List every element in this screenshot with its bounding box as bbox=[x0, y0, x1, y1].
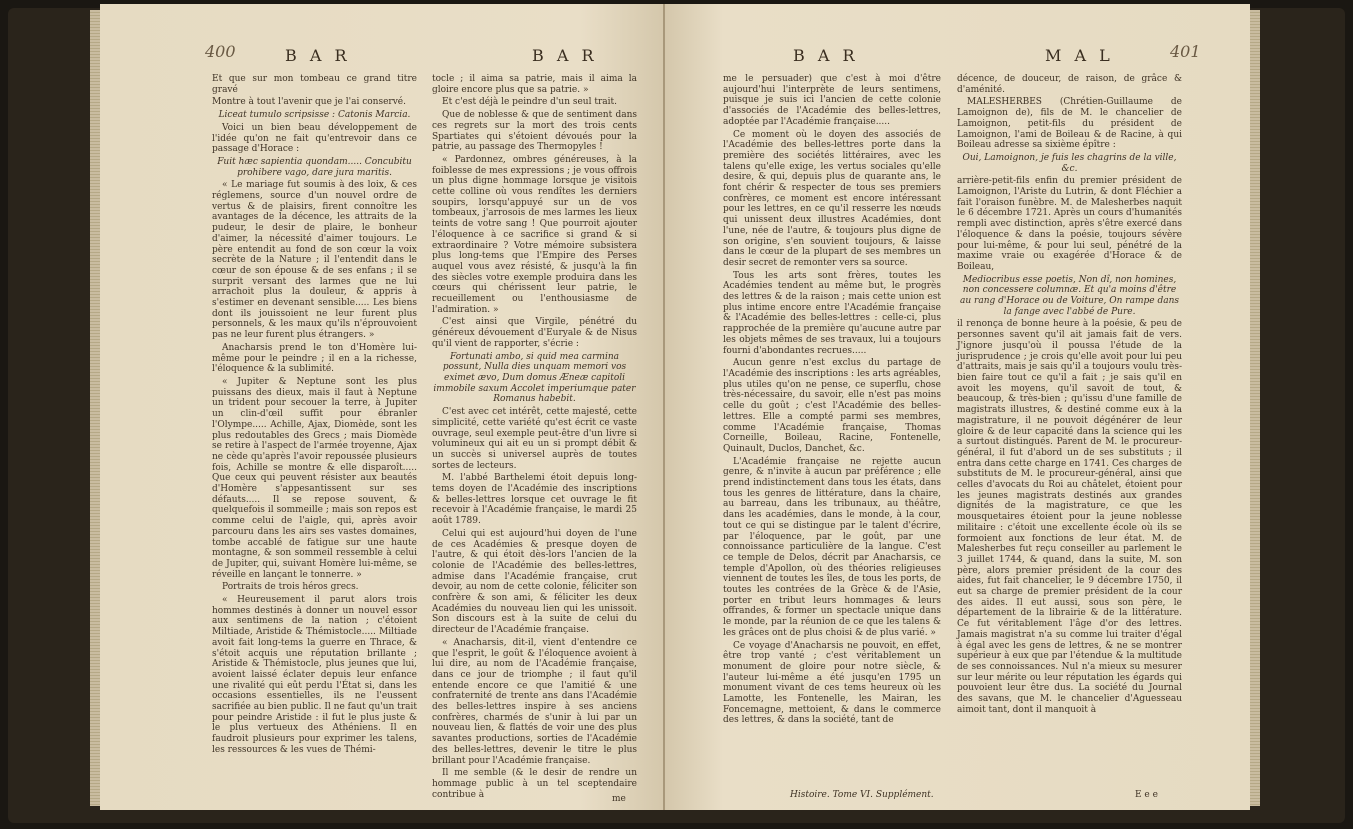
paragraph: « Le mariage fut soumis à des loix, & ces réglemens, source d'un nouvel ordre de vertus & de plaisirs, firent connoître les avantages de la décence, les attraits de la pudeur, le desir de plaire, le bonheur d'aimer, la nécessité d'aimer toujours. Le père entendit au fond de son cœur la voix secrète de la Nature ; il l'entendit dans le cœur de son épouse & de ses enfans ; il se surprit versant des larmes que ne lui arrachoit plus la douleur, & appris à s'estimer en devenant sensible..... Les biens dont ils jouissoient ne leur furent plus personnels, & les maux qu'ils n'éprouvoient pas ne leur furent plus étrangers. » bbox=[212, 180, 417, 341]
paragraph: « Heureusement il parut alors trois hommes destinés à donner un nouvel essor aux sentimens de la nation ; c'étoient Miltiade, Aristide & Thémistocle..... Miltiade avoit fait long-tems la guerre en Thrace, & s'étoit acquis une réputation brillante ; Aristide & Thémistocle, plus jeunes que lui, avoient laissé éclater depuis leur enfance une rivalité qui eût perdu l'État si, dans les occasions essentielles, ils ne l'eussent sacrifiée au bien public. Il ne faut qu'un trait pour peindre Aristide : il fut le plus juste & le plus vertueux des Athéniens. Il en faudroit plusieurs pour exprimer les talens, les ressources & les vues de Thémi- bbox=[212, 595, 417, 755]
paragraph: Oui, Lamoignon, je fuis les chagrins de la ville, &c. bbox=[962, 152, 1177, 174]
left-column-1 bbox=[212, 74, 417, 758]
paragraph: Voici un bien beau développement de l'idée qu'on ne fait qu'entrevoir dans ce passage d'Horace : bbox=[212, 122, 417, 155]
paragraph: « Jupiter & Neptune sont les plus puissans des dieux, mais il faut à Neptune un trident pour secouer la terre, à Jupiter un clin-d'œil suffit pour ébranler l'Olympe..... Achille, Ajax, Diomède, sont les plus redoutables des Grecs ; mais Diomède se retire à l'aspect de l'armée troyenne, Ajax ne cède qu'après l'avoir repoussée plusieurs fois, Achille se montre & elle disparoît..... Que ceux qui peuvent résister aux beautés d'Homère s'appesantissent sur ses défauts..... Il se repose souvent, & quelquefois il sommeille ; mais son repos est comme celui de l'aigle, qui, après avoir parcouru dans les airs ses vastes domaines, tombe accablé de fatigue sur une haute montagne, & son sommeil ressemble à celui de Jupiter, qui, suivant Homère lui-même, se réveille en lançant le tonnerre. » bbox=[212, 376, 417, 580]
running-head-right-1: B A R bbox=[793, 46, 859, 65]
catchword-left: me bbox=[612, 794, 626, 804]
paragraph: Fuit hæc sapientia quondam..... Concubitu prohibere vago, dare jura maritis. bbox=[217, 156, 412, 178]
paragraph: Aucun genre n'est exclus du partage de l'Académie des inscriptions : les arts agréables, plus utiles qu'on ne pense, ce superflu, chose très-nécessaire, du savoir, elle n'est pas moins celle du goût ; c'est l'Académie des belles-lettres. Elle a compté parmi ses membres, comme l'Académie française, Thomas Corneille, Boileau, Racine, Fontenelle, Quinault, Duclos, Danchet, &c. bbox=[723, 358, 941, 454]
right-column-1 bbox=[723, 74, 941, 728]
paragraph: Liceat tumulo scripsisse : Catonis Marcia. bbox=[218, 110, 411, 121]
left-page bbox=[100, 4, 665, 810]
paragraph: C'est avec cet intérêt, cette majesté, cette simplicité, cette variété qu'est écrit ce vaste ouvrage, seul exemple peut-être d'un livre si volumineux qui ait eu un si prompt débit & un succès si universel auprès de toutes sortes de lecteurs. bbox=[432, 407, 637, 471]
signature-mark: E e e bbox=[1135, 790, 1158, 800]
paragraph: Il me semble (& le desir de rendre un hommage public à un tel sceptendaire contribue à bbox=[432, 768, 637, 800]
page-number-left: 400 bbox=[205, 42, 236, 61]
paragraph: Ce moment où le doyen des associés de l'Académie des belles-lettres porte dans la première des sociétés littéraires, avec les talens qu'elle exige, les vertus sociales qu'elle desire, & qui, depuis plus de quarante ans, le font chérir & respecter de tous ses premiers confrères, ce moment est encore intéressant pour les lettres, en ce qu'il resserre les nœuds qui unissent deux illustres Académies, dont l'une, née de l'autre, & toujours plus digne de son origine, s'en souvient toujours, & laisse dans le cœur de la plupart de ses membres un desir secret de remonter vers sa source. bbox=[723, 129, 941, 268]
running-head-left-2: B A R bbox=[532, 46, 598, 65]
left-column-2 bbox=[432, 74, 637, 802]
paragraph: Fortunati ambo, si quid mea carmina possunt, Nulla dies unquam memori vos eximet ævo, Dum domus Æneæ capitoli immobile saxum Accolet imperiumque pater Romanus habebit. bbox=[433, 351, 636, 405]
paragraph: Que de noblesse & que de sentiment dans ces regrets sur la mort des trois cents Spartiates qui s'étoient dévoués pour la patrie, au passage des Thermopyles ! bbox=[432, 110, 637, 153]
paragraph: M. l'abbé Barthelemi étoit depuis long-tems doyen de l'Académie des inscriptions & belles-lettres lorsque cet ouvrage le fit recevoir à l'Académie française, le mardi 25 août 1789. bbox=[432, 473, 637, 527]
paragraph: « Anacharsis, dit-il, vient d'entendre ce que l'esprit, le goût & l'éloquence avoient à lui dire, au nom de l'Académie française, dans ce jour de triomphe ; il faut qu'il entende encore ce que l'amitié & une confraternité de trente ans dans l'Académie des belles-lettres inspire à ses anciens confrères, charmés de s'unir à lui par un nouveau lien, & flattés de voir une des plus savantes productions, sorties de l'Académie des belles-lettres, devenir le titre le plus brillant pour l'Académie française. bbox=[432, 637, 637, 766]
footer-volume: Histoire. Tome VI. Supplément. bbox=[790, 790, 934, 800]
paragraph: Montre à tout l'avenir que je l'ai conservé. bbox=[212, 97, 406, 108]
paragraph: « Pardonnez, ombres généreuses, à la foiblesse de mes expressions ; je vous offrois un plus digne hommage lorsque je visitois cette colline où vous rendîtes les derniers soupirs, lorsqu'appuyé sur un de vos tombeaux, j'arrosois de mes larmes les lieux teints de votre sang ! Que pourroit ajouter l'éloquence à ce sacrifice si grand & si extraordinaire ? Votre mémoire subsistera plus long-tems que l'Empire des Perses auquel vous avez résisté, & jusqu'à la fin des siècles votre exemple produira dans les cœurs qui chérissent leur patrie, le recueillement ou l'enthousiasme de l'admiration. » bbox=[432, 154, 637, 315]
paragraph: Anacharsis prend le ton d'Homère lui-même pour le peindre ; il en a la richesse, l'éloquence & la sublimité. bbox=[212, 342, 417, 375]
paragraph: Tous les arts sont frères, toutes les Académies tendent au même but, le progrès des lettres & de la raison ; mais cette union est plus intime encore entre l'Académie française & l'Académie des belles-lettres : celle-ci, plus rapprochée de la première qu'aucune autre par les objets mêmes de ses travaux, lui a toujours fourni d'abondantes recrues..... bbox=[723, 270, 941, 356]
running-head-left-1: B A R bbox=[285, 46, 351, 65]
paragraph: L'Académie française ne rejette aucun genre, & n'invite à aucun par préférence ; elle prend indistinctement dans tous les états, dans tous les genres de littérature, dans la chaire, au barreau, dans les tribunaux, au théâtre, dans les académies, dans le monde, à la cour, tout ce qui se distingue par le talent d'écrire, par l'éloquence, par le goût, par une connoissance particulière de la langue. C'est ce temple de Delos, décrit par Anacharsis, ce temple d'Apollon, où des théories religieuses viennent de toutes les îles, de tous les ports, de toutes les contrées de la Grèce & de l'Asie, porter en tribut leurs hommages & leurs offrandes, & former un spectacle unique dans le monde, par la réunion de ce que les talens & les grâces ont de plus choisi & de plus varié. » bbox=[723, 456, 941, 638]
paragraph: tocle ; il aima sa patrie, mais il aima la gloire encore plus que sa patrie. » bbox=[432, 74, 637, 95]
paragraph: décence, de douceur, de raison, de grâce & d'aménité. bbox=[957, 74, 1182, 95]
paragraph: Portraits de trois héros grecs. bbox=[222, 582, 359, 593]
paragraph: Et c'est déjà le peindre d'un seul trait. bbox=[442, 97, 617, 108]
paragraph: MALESHERBES (Chrétien-Guillaume de Lamoignon de), fils de M. le chancelier de Lamoignon, petit-fils du président de Lamoignon, l'ami de Boileau & de Racine, à qui Boileau adresse sa sixième épître : bbox=[957, 97, 1182, 151]
right-column-2 bbox=[957, 74, 1182, 717]
paragraph: arrière-petit-fils enfin du premier président de Lamoignon, l'Ariste du Lutrin, & dont Fléchier a fait l'oraison funèbre. M. de Malesherbes naquit le 6 décembre 1721. Après un cours d'humanités rempli avec distinction, après s'être exercé dans l'éloquence & dans la poésie, toujours sévère pour lui-même, & pour lui seul, pénétré de la maxime vraie ou exagérée d'Horace & de Boileau, bbox=[957, 176, 1182, 272]
paragraph: Et que sur mon tombeau ce grand titre gravé bbox=[212, 74, 417, 95]
page-number-right: 401 bbox=[1170, 42, 1201, 61]
paragraph: Mediocribus esse poetis, Non dî, non homines, non concessere columnæ. Et qu'a moins d'être au rang d'Horace ou de Voiture, On rampe dans la fange avec l'abbé de Pure. bbox=[960, 274, 1179, 317]
paragraph: C'est ainsi que Virgile, pénétré du généreux dévouement d'Euryale & de Nisus qu'il vient de rapporter, s'écrie : bbox=[432, 317, 637, 349]
right-page bbox=[665, 4, 1250, 810]
paragraph: me le persuader) que c'est à moi d'être aujourd'hui l'interprète de leurs sentimens, puisque je suis ici l'ancien de cette colonie d'associés de l'Académie des belles-lettres, adoptée par l'Académie française..... bbox=[723, 74, 941, 127]
running-head-right-2: M A L bbox=[1045, 46, 1114, 65]
paragraph: il renonça de bonne heure à la poésie, & peu de personnes savent qu'il ait jamais fait de vers. J'ignore jusqu'où il poussa l'étude de la jurisprudence ; je crois qu'elle avoit pour lui peu d'attraits, mais je sais qu'il a toujours voulu très-bien faire tout ce qu'il a fait ; je sais qu'il en avoit les moyens, qu'il savoit de tout, & beaucoup, & très-bien ; qu'issu d'une famille de magistrats illustres, & destiné comme eux à la magistrature, il ne pouvoit dégénérer de leur gloire & de leur capacité dans la science qui les a surtout distingués. Parent de M. le procureur-général, il fut d'abord un de ses substituts ; il entra dans cette charge en 1741. Ces charges de substituts de M. le procureur-général, ainsi que celles d'avocats du Roi au châtelet, étoient pour les jeunes magistrats destinés aux grandes dignités de la magistrature, ce que les mousquetaires étoient pour la jeune noblesse militaire : c'étoit une excellente école où ils se formoient aux fonctions de leur état. M. de Malesherbes fut reçu conseiller au parlement le 3 juillet 1744, & quand, dans la suite, M. son père, alors premier président de la cour des aides, fut fait chancelier, le 9 décembre 1750, il eut sa charge de premier président de la cour des aides. Il eut aussi, sous son père, le département de la librairie & de la littérature. Ce fut véritablement l'âge d'or des lettres. Jamais magistrat n'a su comme lui traiter d'égal à égal avec les gens de lettres, & ne se montrer supérieur à eux que par l'étendue & la multitude de ses connoissances. Nul n'a mieux su mesurer sur leur mérite ou leur réputation les égards qui pouvoient leur être dus. La société du Journal des savans, que M. le chancelier d'Aguesseau aimoit tant, dont il manquoit à bbox=[957, 319, 1182, 715]
paragraph: Celui qui est aujourd'hui doyen de l'une de ces Académies & presque doyen de l'autre, & qui étoit dès-lors l'ancien de la colonie de l'Académie des belles-lettres, admise dans l'Académie française, crut devoir, au nom de cette colonie, féliciter son confrère & son ami, & féliciter les deux Académies du nouveau lien qui les unissoit. Son discours est à la suite de celui du directeur de l'Académie française. bbox=[432, 528, 637, 636]
paragraph: Ce voyage d'Anacharsis ne pouvoit, en effet, être trop vanté ; c'est véritablement un monument de gloire pour notre siècle, & l'auteur lui-même a été jusqu'en 1795 un monument vivant de ces tems heureux où les Lamotte, les Fontenelle, les Mairan, les Foncemagne, mettoient, & dans le commerce des lettres, & dans la société, tant de bbox=[723, 640, 941, 726]
